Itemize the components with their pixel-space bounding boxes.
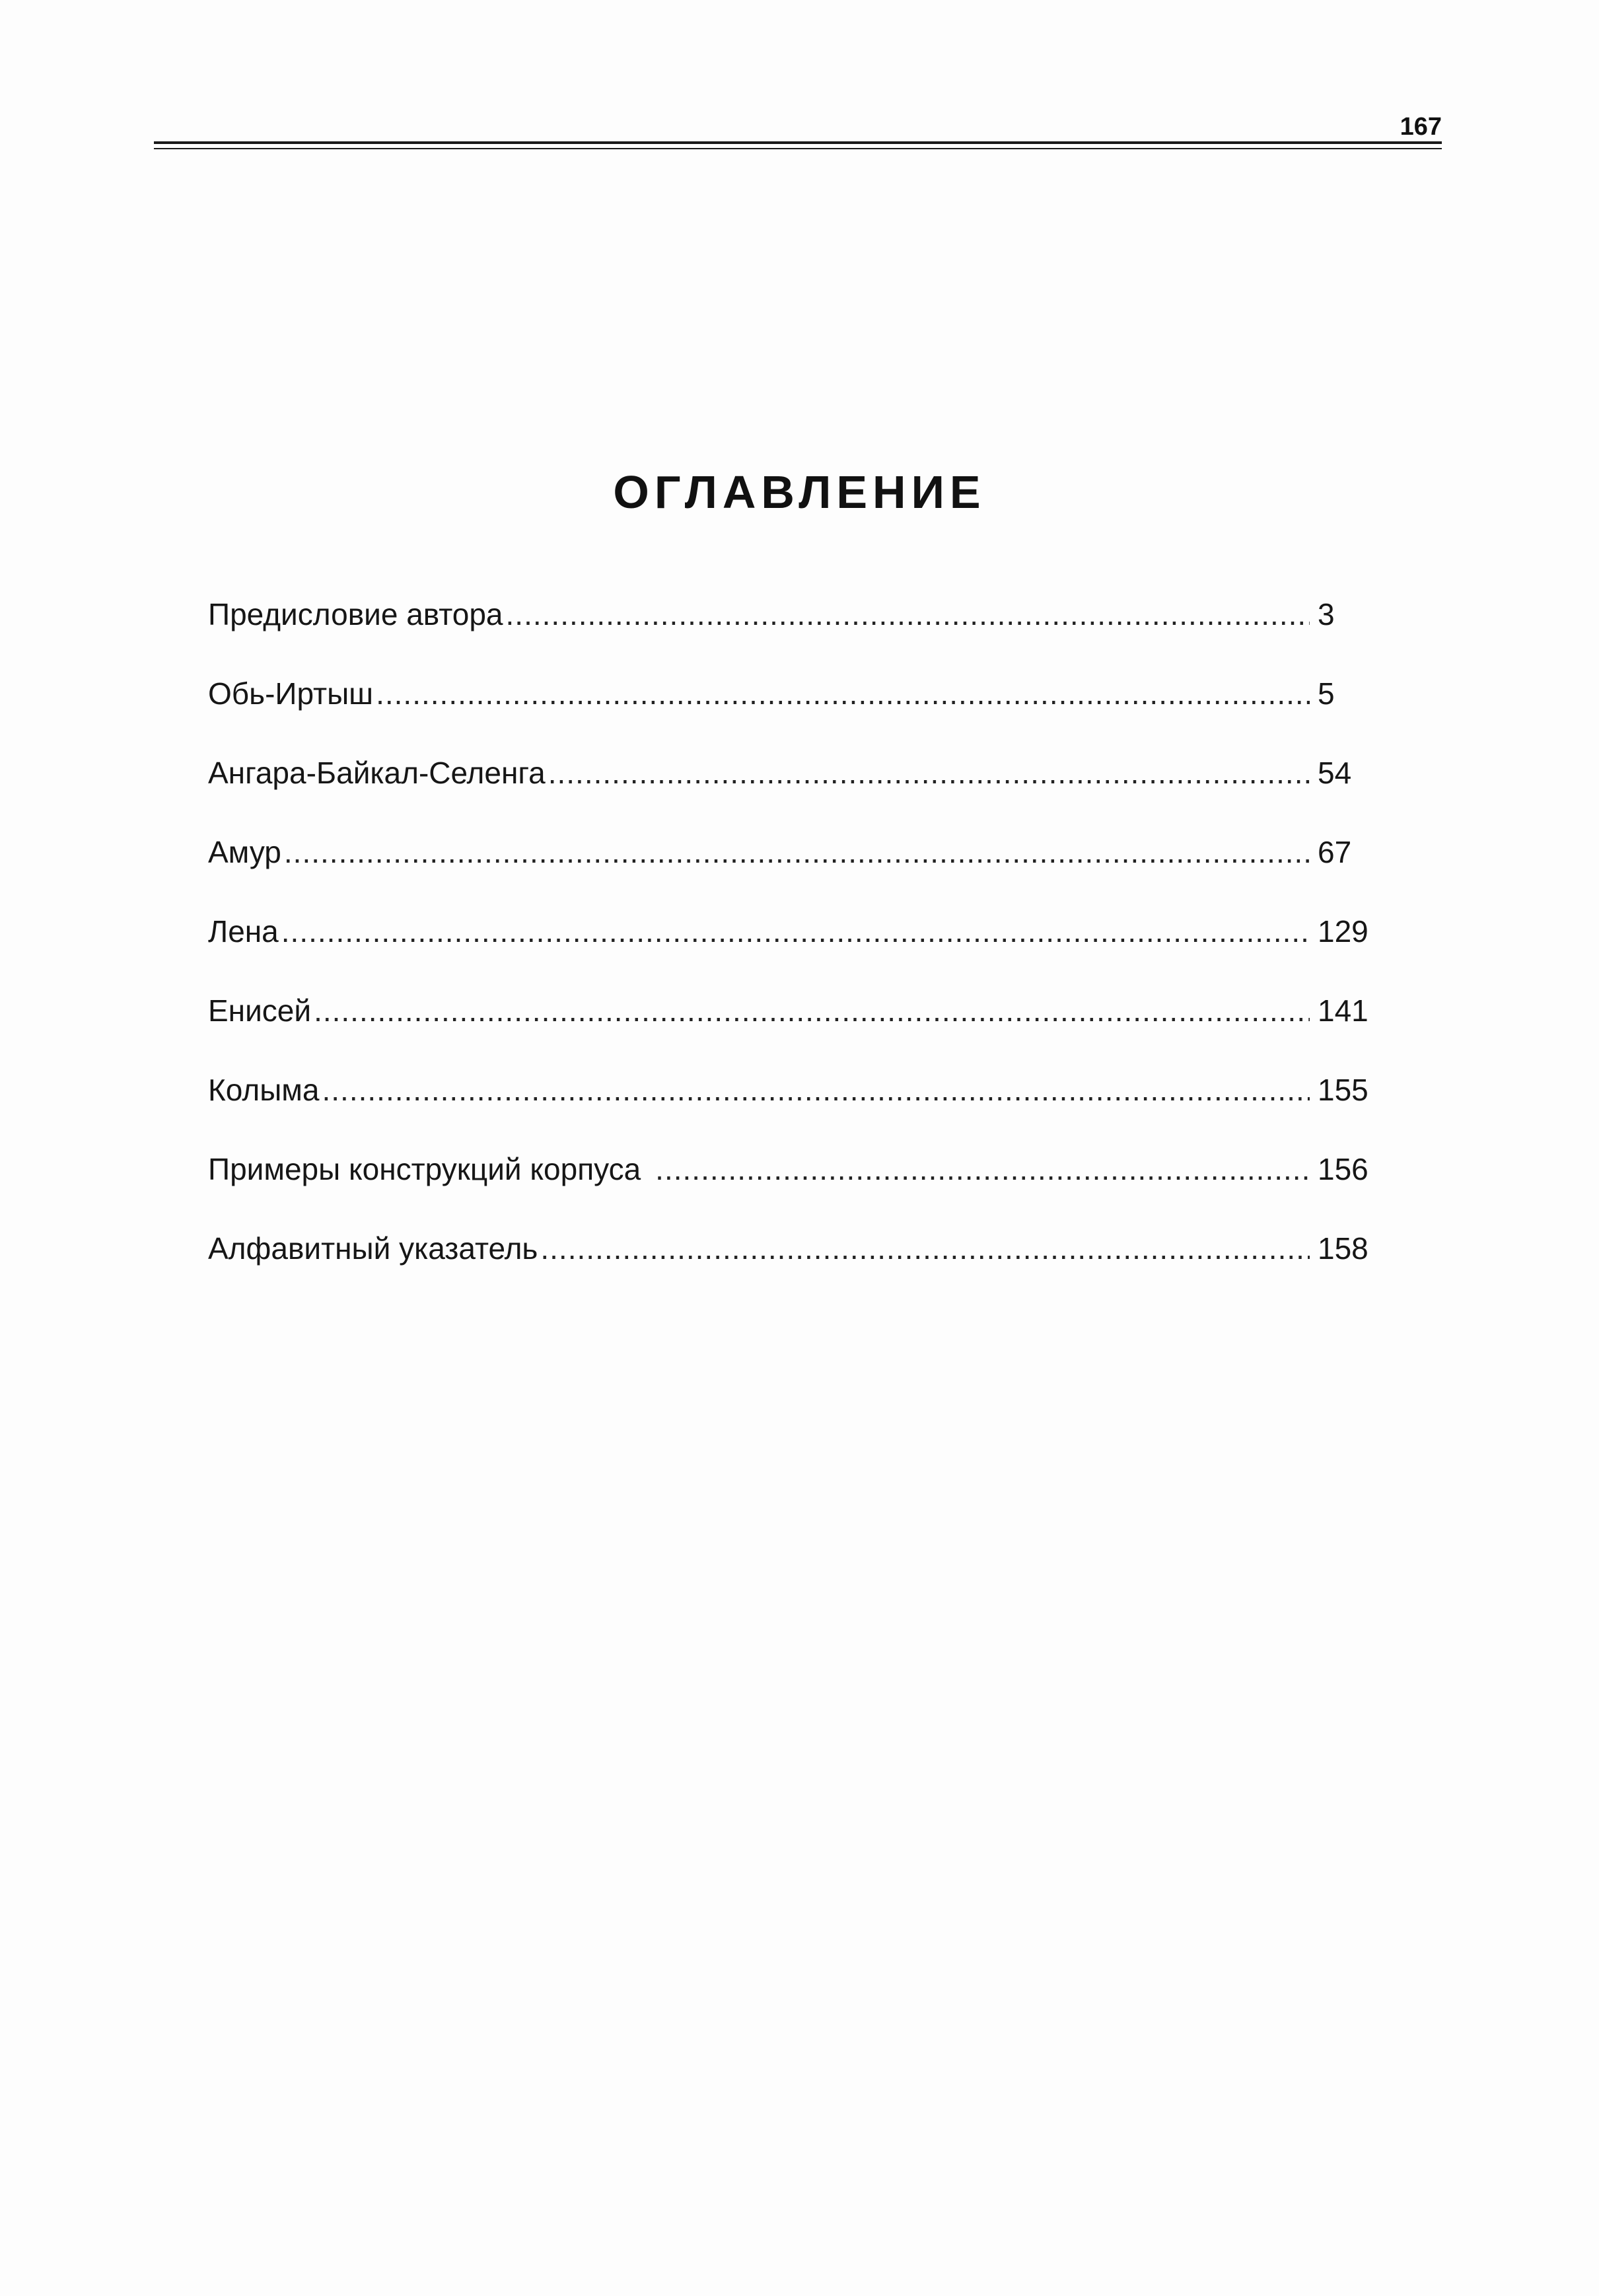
- toc-entry-page: 129: [1318, 914, 1368, 949]
- dot-leader: [548, 753, 1310, 793]
- header-rule: [154, 141, 1442, 144]
- toc-entry[interactable]: [208, 1229, 1374, 1308]
- toc-entry-label: Ангара-Байкал-Селенга: [208, 756, 546, 790]
- toc-entry[interactable]: [208, 594, 1374, 674]
- toc-entry[interactable]: [208, 674, 1374, 753]
- toc-entry-page: 158: [1318, 1231, 1368, 1266]
- toc-entry-label: Примеры конструкций корпуса: [208, 1152, 641, 1186]
- dot-leader: [540, 1229, 1310, 1268]
- toc-entry[interactable]: [208, 912, 1374, 991]
- toc-entry-label: Енисей: [208, 993, 312, 1028]
- toc-entry[interactable]: [208, 1149, 1374, 1229]
- toc-entry[interactable]: [208, 753, 1374, 832]
- page-number: 167: [1400, 113, 1442, 141]
- toc-entry-label: Обь-Иртыш: [208, 676, 374, 711]
- toc-entry-label: Лена: [208, 914, 279, 949]
- toc-entry-page: 5: [1318, 676, 1335, 711]
- toc-entry-page: 54: [1318, 756, 1352, 790]
- header-rule-thin: [154, 148, 1442, 149]
- toc-entry-page: 3: [1318, 597, 1335, 631]
- dot-leader: [506, 594, 1310, 634]
- dot-leader: [322, 1070, 1310, 1110]
- toc-entry-page: 156: [1318, 1152, 1368, 1186]
- toc-entry-label: Колыма: [208, 1073, 320, 1107]
- toc-entry-label: Амур: [208, 835, 281, 869]
- toc-entry[interactable]: [208, 1070, 1374, 1149]
- toc-entry[interactable]: [208, 991, 1374, 1070]
- toc-entry-label: Алфавитный указатель: [208, 1231, 538, 1266]
- toc-entry-label: Предисловие автора: [208, 597, 503, 631]
- dot-leader: [281, 912, 1310, 951]
- toc-entry-page: 67: [1318, 835, 1352, 869]
- toc-entry-page: 155: [1318, 1073, 1368, 1107]
- table-of-contents: [208, 594, 1374, 1308]
- dot-leader: [284, 832, 1310, 872]
- dot-leader: [376, 674, 1310, 713]
- toc-entry[interactable]: [208, 832, 1374, 912]
- page-title: ОГЛАВЛЕНИЕ: [613, 466, 986, 518]
- dot-leader: [655, 1149, 1310, 1189]
- dot-leader: [314, 991, 1310, 1030]
- toc-entry-page: 141: [1318, 993, 1368, 1028]
